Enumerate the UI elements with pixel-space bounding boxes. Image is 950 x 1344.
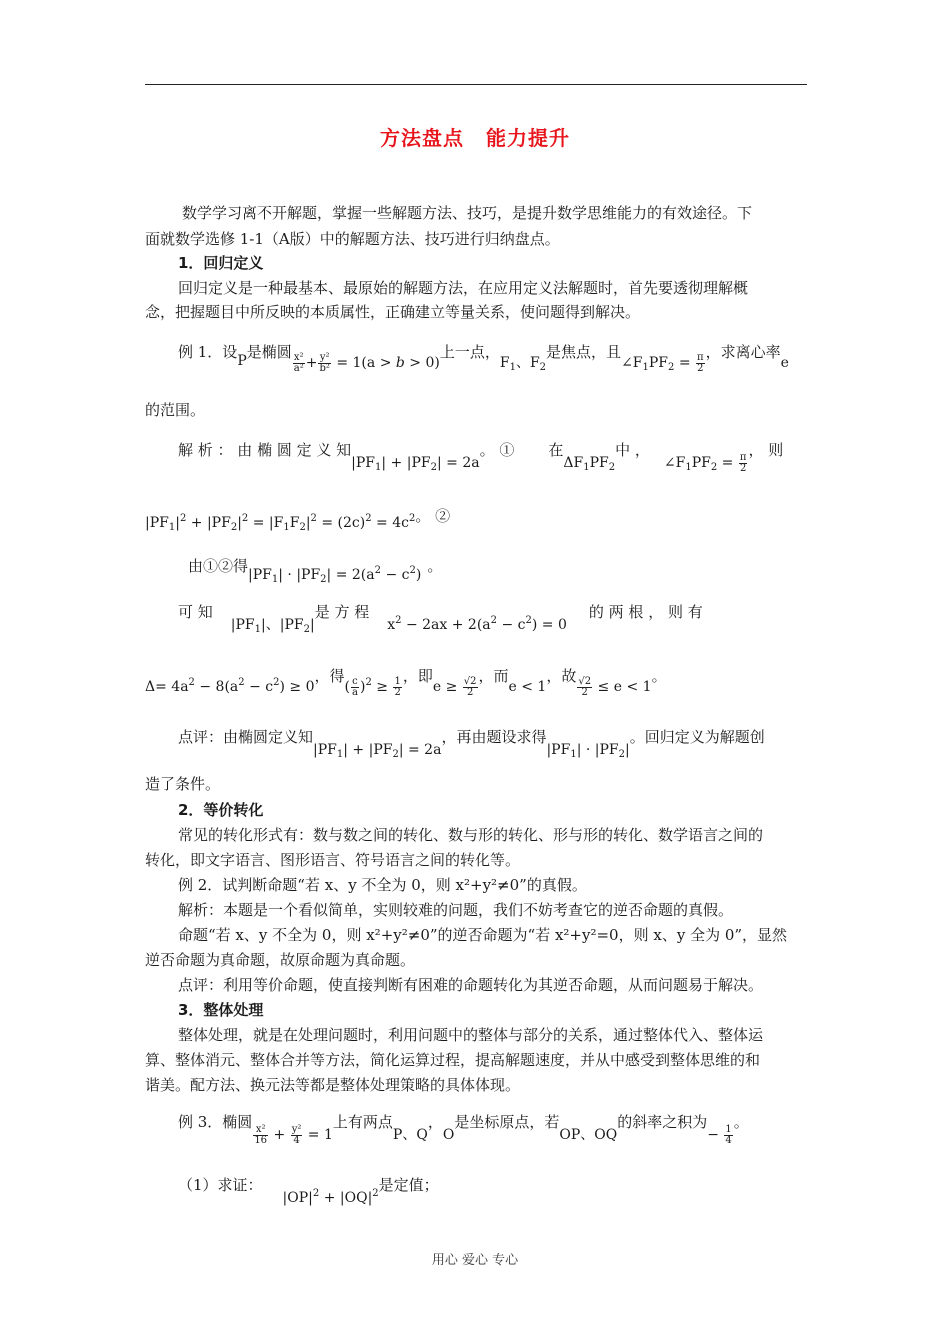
s2-conclusion-line-2: 逆否命题为真命题，故原命题为真命题。 [145,951,416,969]
section-3-heading: 3．整体处理 [178,1001,264,1019]
ex3-text-b: 上有两点 [332,1113,393,1131]
sol1-text-b: 。 ① [479,441,515,459]
ex3-text-d: 的斜率之积为 [617,1113,708,1131]
eq4-text-c: 的 两 根 ， 则 有 [588,603,703,621]
s3-para-line-2: 算、整体消元、整体合并等方法，简化运算过程，提高解题速度，并从中感受到整体思维的和 [145,1051,761,1069]
q1-text-b: 是定值； [378,1176,439,1194]
eq3-text-a: 由①②得 [188,557,249,575]
sol1-text-e: ， 则 [748,441,784,459]
ex1-text-c: 上一点， [439,343,500,361]
eq5-text-b: ，即 [402,667,433,685]
rev1-text-a: 点评：由椭圆定义知 [178,728,314,746]
sol1-text-a: 解 析 ： 由 椭 圆 定 义 知 [178,441,352,459]
s2-para-line-2: 转化，即文字语言、图形语言、符号语言之间的转化等。 [145,851,521,869]
eq5-text-a: ，得 [314,667,345,685]
eq4-text-a: 可 知 [178,603,213,621]
section-2-heading: 2．等价转化 [178,801,264,819]
ex3-text-a: 例 3．椭圆 [178,1113,253,1131]
example-2-line: 例 2．试判断命题“若 x、y 不全为 0，则 x²+y²≠0”的真假。 [178,876,587,894]
equation-5-line: $\Delta= 4a^2 - 8(a^2 - c^2) \ge 0$，得( $\frac{c}{a}$ )$^2$ ≥ $\frac{1}{2}$ ，即e ≥ $\frac{√2}{2}$ ，而e < 1，故 $\frac{√2}{2}$ ≤ e < 1。 [145,667,667,698]
ex1-text-d: 是焦点，且 [546,343,622,361]
rev1-text-c: 。回归定义为解题创 [629,728,765,746]
s1-para-line-2: 念，把握题目中所反映的本质属性，正确建立等量关系，使问题得到解决。 [145,303,641,321]
intro-line-1: 数学学习离不开解题，掌握一些解题方法、技巧，是提升数学思维能力的有效途径。下 [182,204,753,222]
example-1-line: 例 1．设P是椭圆 $\frac{\text{x²}}{\text{a²}}$ + $\frac{\text{y²}}{\text{b²}}$ = 1(a > b > 0)上一点，$F_1$、$F_2$是焦点，且$\angle F_1PF_2$ = $\frac{\pi}{2}$ ，求离心率e [178,343,789,374]
eq2-tail: 。 ② [415,507,451,525]
eq5-text-c: ，而 [478,667,509,685]
intro-line-2: 面就数学选修 1-1（A版）中的解题方法、技巧进行归纳盘点。 [145,230,560,248]
rev1-text-b: ，再由题设求得 [441,728,547,746]
eq3-tail: 。 [427,557,443,575]
review-2-line: 点评：利用等价命题，使直接判断有困难的命题转化为其逆否命题，从而问题易于解决。 [178,976,764,994]
section-1-heading: 1．回归定义 [178,254,264,272]
page-footer: 用心 爱心 专心 [431,1253,519,1268]
header-rule [145,84,807,85]
review-1-line: 点评：由椭圆定义知$|PF_1| + |PF_2| = 2a$，再由题设求得$|PF_1| \cdot |PF_2|$。回归定义为解题创 [178,728,765,760]
title-part-1: 方法盘点 [380,126,464,150]
review-1-tail: 造了条件。 [145,775,221,793]
ex1-text-b: 是椭圆 [246,343,292,361]
page-title [0,122,950,151]
question-1-line: （1）求证：$|OP|^2 + |OQ|^2$是定值； [178,1176,439,1206]
ex3-text-c: 是坐标原点，若 [454,1113,560,1131]
eq5-tail: 。 [651,667,667,685]
equation-3-line: 由①②得$|PF_1| \cdot |PF_2| = 2(a^2 - c^2)$ 。 [188,557,443,585]
solution-2-line: 解析：本题是一个看似简单，实则较难的问题，我们不妨考查它的逆否命题的真假。 [178,901,734,919]
s2-para-line-1: 常见的转化形式有：数与数之间的转化、数与形的转化、形与形的转化、数学语言之间的 [178,826,764,844]
s1-para-line-1: 回归定义是一种最基本、最原始的解题方法，在应用定义法解题时，首先要透彻理解概 [178,279,749,297]
s2-conclusion-line-1: 命题“若 x、y 不全为 0，则 x²+y²≠0”的逆否命题为“若 x²+y²=0，则 x、y 全为 0”，显然 [178,926,788,944]
sol1-text-d: 中 ， [615,441,650,459]
example-1-tail: 的范围。 [145,401,206,419]
example-3-line: 例 3．椭圆 $\frac{\text{x²}}{16}$ + $\frac{\text{y²}}{4}$ = 1上有两点P、Q，O是坐标原点，若OP、OQ的斜率之积为− $\frac{1}{4}$ 。 [178,1113,749,1146]
ex3-text-e: 。 [733,1113,749,1131]
s3-para-line-3: 谐美。配方法、换元法等都是整体处理策略的具体体现。 [145,1076,521,1094]
ex1-text-e: ，求离心率 [705,343,781,361]
sol1-text-c: 在 [548,441,564,459]
s3-para-line-1: 整体处理，就是在处理问题时，利用问题中的整体与部分的关系，通过整体代入、整体运 [178,1026,764,1044]
eq4-text-b: 是 方 程 [314,603,370,621]
solution-1-line: 解 析 ： 由 椭 圆 定 义 知$|PF_1| + |PF_2| = 2a$。 ① 在$\Delta F_1PF_2$中 ，$\angle F_1PF_2$ = $\frac{\pi}{2}$ ， 则 [178,441,784,474]
equation-2-line: $|PF_1|^2 + |PF_2|^2 = |F_1F_2|^2 = (2c)^2 = 4c^2$。 ② [145,507,451,533]
eq5-text-d: ，故 [546,667,577,685]
title-part-2: 能力提升 [486,126,570,150]
equation-4-line: 可 知$|PF_1|$、$|PF_2|$是 方 程$x^2 - 2ax + 2(a^2 - c^2) = 0$的 两 根 ， 则 有 [178,603,703,635]
ex1-text-a: 例 1．设 [178,343,238,361]
q1-text-a: （1）求证： [178,1176,263,1194]
